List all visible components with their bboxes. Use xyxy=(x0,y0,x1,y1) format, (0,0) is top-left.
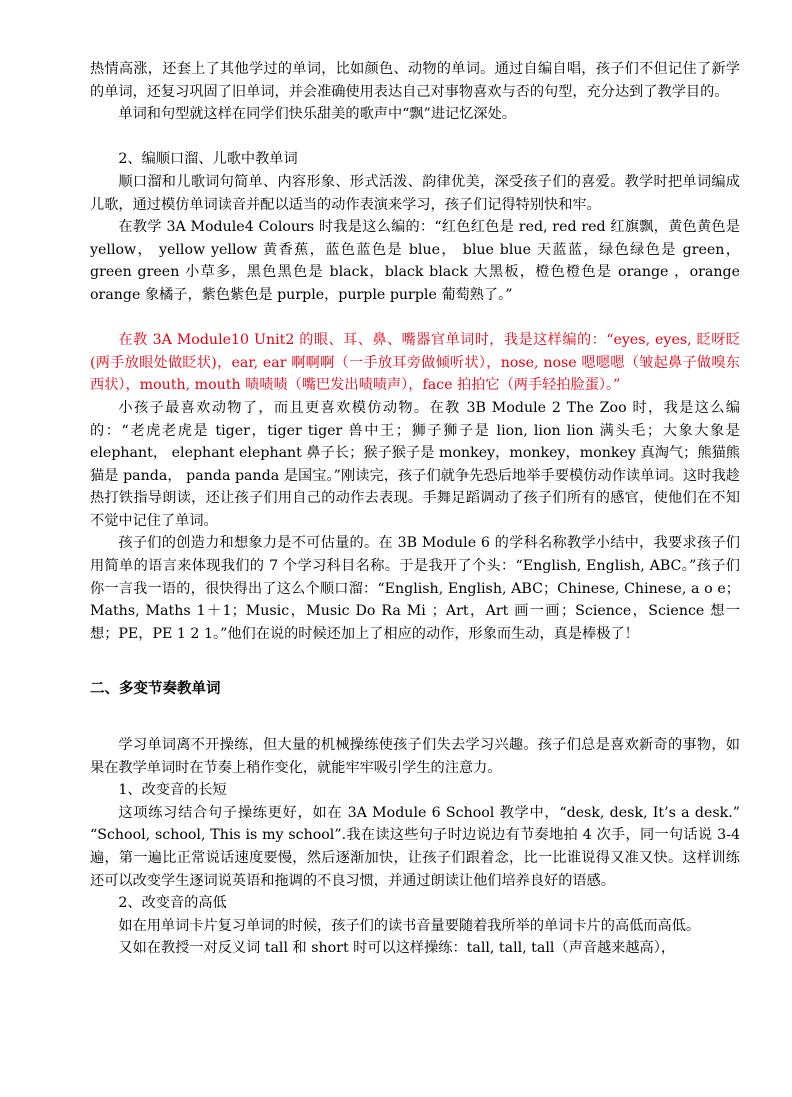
paragraph: 单词和句型就这样在同学们快乐甜美的歌声中“飘”进记忆深处。 xyxy=(118,106,516,123)
paragraph: 又如在教授一对反义词 tall 和 short 时可以这样操练：tall, tall, tall（声音越来越高）， xyxy=(118,940,676,957)
paragraph: 在教学 3A Module4 Colours 时我是这么编的：“红色红色是 red, red red 红旗飘，黄色黄色是 yellow， yellow yellow 黄香蕉，蓝色蓝色是 blue， blue blue 天蓝蓝，绿色绿色是 green， green green 小草多，黑色黑色是 black，black black 大黑板，橙色橙色是 orange ，orange orange 象橘子，紫色紫色是 purple，purple purple 葡萄熟了。” xyxy=(90,219,740,303)
section-heading: 二、多变节奏教单词 xyxy=(90,681,221,698)
section-subtitle: 2、改变音的高低 xyxy=(118,895,227,912)
paragraph: 孩子们的创造力和想象力是不可估量的。在 3B Module 6 的学科名称教学小结中，我要求孩子们用简单的语言来体现我们的 7 个学习科目名称。于是我开了个头：“English, English, ABC。”孩子们你一言我一语的，很快得出了这么个顺口溜：“English, English, ABC；Chinese, Chinese, a o e；Maths, Maths 1＋1；Music，Music Do Ra Mi ；Art，Art 画一画；Science，Science 想一想；PE，PE 1 2 1。”他们在说的时候还加上了相应的动作，形象而生动，真是棒极了！ xyxy=(90,535,740,642)
paragraph: 学习单词离不开操练，但大量的机械操练使孩子们失去学习兴趣。孩子们总是喜欢新奇的事物，如果在教学单词时在节奏上稍作变化，就能牢牢吸引学生的注意力。 xyxy=(90,737,740,776)
paragraph: 如在用单词卡片复习单词的时候，孩子们的读书音量要随着我所举的单词卡片的高低而高低。 xyxy=(118,917,701,934)
section-subtitle: 1、改变音的长短 xyxy=(118,782,227,799)
highlighted-paragraph: 在教 3A Module10 Unit2 的眼、耳、鼻、嘴器官单词时，我是这样编的：“eyes, eyes, 眨呀眨(两手放眼处做眨状)，ear, ear 啊啊啊（一手放耳旁做倾听状），nose, nose 嗯嗯嗯（皱起鼻子做嗅东西状），mouth, mouth 啧啧啧（嘴巴发出啧啧声），face 拍拍它（两手轻拍脸蛋）。” xyxy=(90,332,740,394)
paragraph: 热情高涨，还套上了其他学过的单词，比如颜色、动物的单词。通过自编自唱，孩子们不但记住了新学的单词，还复习巩固了旧单词，并会准确使用表达自己对事物喜欢与否的句型，充分达到了教学目的。 xyxy=(90,61,740,100)
paragraph: 小孩子最喜欢动物了，而且更喜欢模仿动物。在教 3B Module 2 The Zoo 时，我是这么编的：“老虎老虎是 tiger，tiger tiger 兽中王；狮子狮子是 lion, lion lion 满头毛；大象大象是 elephant， elephant elephant 鼻子长；猴子猴子是 monkey，monkey，monkey 真淘气；熊猫熊猫是 panda， panda panda 是国宝。”刚读完，孩子们就争先恐后地举手要模仿动作读单词。这时我趁热打铁指导朗读，还让孩子们用自己的动作去表现。手舞足蹈调动了孩子们所有的感官，使他们在不知不觉中记住了单词。 xyxy=(90,399,740,529)
document-page xyxy=(90,58,740,960)
section-subtitle: 2、编顺口溜、儿歌中教单词 xyxy=(118,151,298,168)
paragraph: 这项练习结合句子操练更好，如在 3A Module 6 School 教学中，“desk, desk, It’s a desk.” “School, school, This is my school”.我在读这些句子时边说边有节奏地拍 4 次手，同一句话说 3-4 遍，第一遍比正常说话速度要慢，然后逐渐加快，让孩子们跟着念，比一比谁说得又准又快。这样训练还可以改变学生逐词说英语和拖调的不良习惯，并通过朗读让他们培养良好的语感。 xyxy=(90,804,740,889)
paragraph: 顺口溜和儿歌词句简单、内容形象、形式活泼、韵律优美，深受孩子们的喜爱。教学时把单词编成儿歌，通过模仿单词读音并配以适当的动作表演来学习，孩子们记得特别快和牢。 xyxy=(90,173,740,213)
